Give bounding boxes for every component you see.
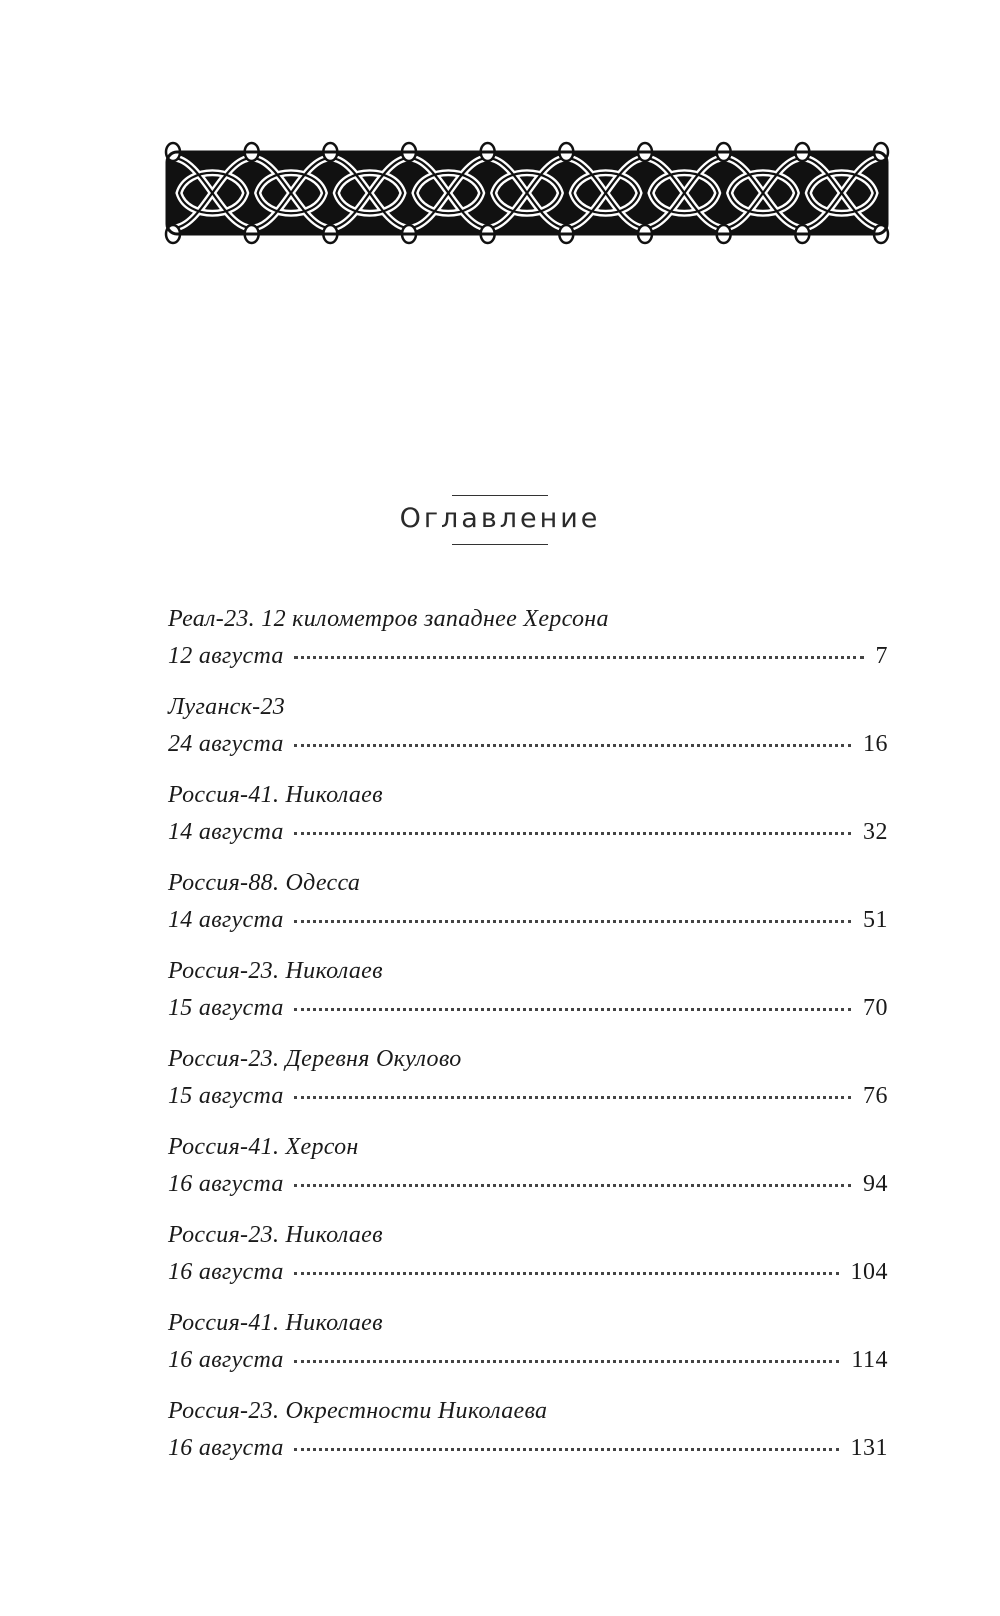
dot-leader: [294, 1340, 840, 1363]
dot-leader: [294, 900, 851, 923]
entry-line: [168, 1256, 888, 1286]
entry-title: Россия-23. Николаев: [168, 1222, 383, 1248]
entry-title: Россия-41. Николаев: [168, 1310, 383, 1336]
dot-leader: [294, 1252, 839, 1275]
toc-entry[interactable]: [168, 780, 888, 868]
entry-page-number: 32: [863, 819, 888, 845]
dot-leader: [294, 988, 851, 1011]
entry-date: 16 августа: [168, 1347, 284, 1373]
dot-leader: [294, 724, 851, 747]
entry-title: Россия-88. Одесса: [168, 870, 361, 896]
toc-entry[interactable]: [168, 1396, 888, 1484]
entry-date: 15 августа: [168, 1083, 284, 1109]
entry-date: 16 августа: [168, 1435, 284, 1461]
toc-entry[interactable]: [168, 1044, 888, 1132]
entry-line: [168, 1080, 888, 1110]
celtic-knot-ornament: [163, 138, 891, 248]
entry-page-number: 104: [850, 1259, 888, 1285]
entry-line: [168, 728, 888, 758]
entry-line: [168, 904, 888, 934]
heading-rule-bottom: [452, 544, 548, 545]
entry-page-number: 131: [850, 1435, 888, 1461]
entry-line: [168, 992, 888, 1022]
entry-title: Россия-23. Николаев: [168, 958, 383, 984]
entry-page-number: 51: [863, 907, 888, 933]
celtic-knot-icon: [163, 138, 891, 248]
dot-leader: [294, 812, 851, 835]
entry-title: Россия-23. Деревня Окулово: [168, 1046, 462, 1072]
entry-page-number: 7: [875, 643, 888, 669]
entry-page-number: 114: [851, 1347, 888, 1373]
toc-entry[interactable]: [168, 868, 888, 956]
dot-leader: [294, 636, 864, 659]
entry-line: [168, 816, 888, 846]
entry-title: Россия-23. Окрестности Николаева: [168, 1398, 548, 1424]
toc-entry[interactable]: [168, 1220, 888, 1308]
toc-entry[interactable]: [168, 956, 888, 1044]
entry-line: [168, 1168, 888, 1198]
toc-list: [168, 604, 888, 1484]
dot-leader: [294, 1076, 851, 1099]
toc-entry[interactable]: [168, 1132, 888, 1220]
toc-entry[interactable]: [168, 692, 888, 780]
entry-page-number: 76: [863, 1083, 888, 1109]
entry-date: 24 августа: [168, 731, 284, 757]
entry-line: [168, 1344, 888, 1374]
dot-leader: [294, 1164, 851, 1187]
entry-line: [168, 640, 888, 670]
toc-entry[interactable]: [168, 1308, 888, 1396]
entry-date: 12 августа: [168, 643, 284, 669]
entry-date: 16 августа: [168, 1171, 284, 1197]
entry-line: [168, 1432, 888, 1462]
entry-date: 14 августа: [168, 819, 284, 845]
entry-page-number: 16: [863, 731, 888, 757]
dot-leader: [294, 1428, 839, 1451]
toc-entry[interactable]: [168, 604, 888, 692]
entry-title: Россия-41. Херсон: [168, 1134, 359, 1160]
entry-date: 16 августа: [168, 1259, 284, 1285]
entry-page-number: 94: [863, 1171, 888, 1197]
entry-date: 15 августа: [168, 995, 284, 1021]
toc-heading: [0, 495, 1000, 545]
entry-title: Луганск-23: [168, 694, 286, 720]
entry-page-number: 70: [863, 995, 888, 1021]
entry-date: 14 августа: [168, 907, 284, 933]
entry-title: Россия-41. Николаев: [168, 782, 383, 808]
toc-title: Оглавление: [399, 503, 601, 534]
entry-title: Реал-23. 12 километров западнее Херсона: [168, 606, 609, 632]
